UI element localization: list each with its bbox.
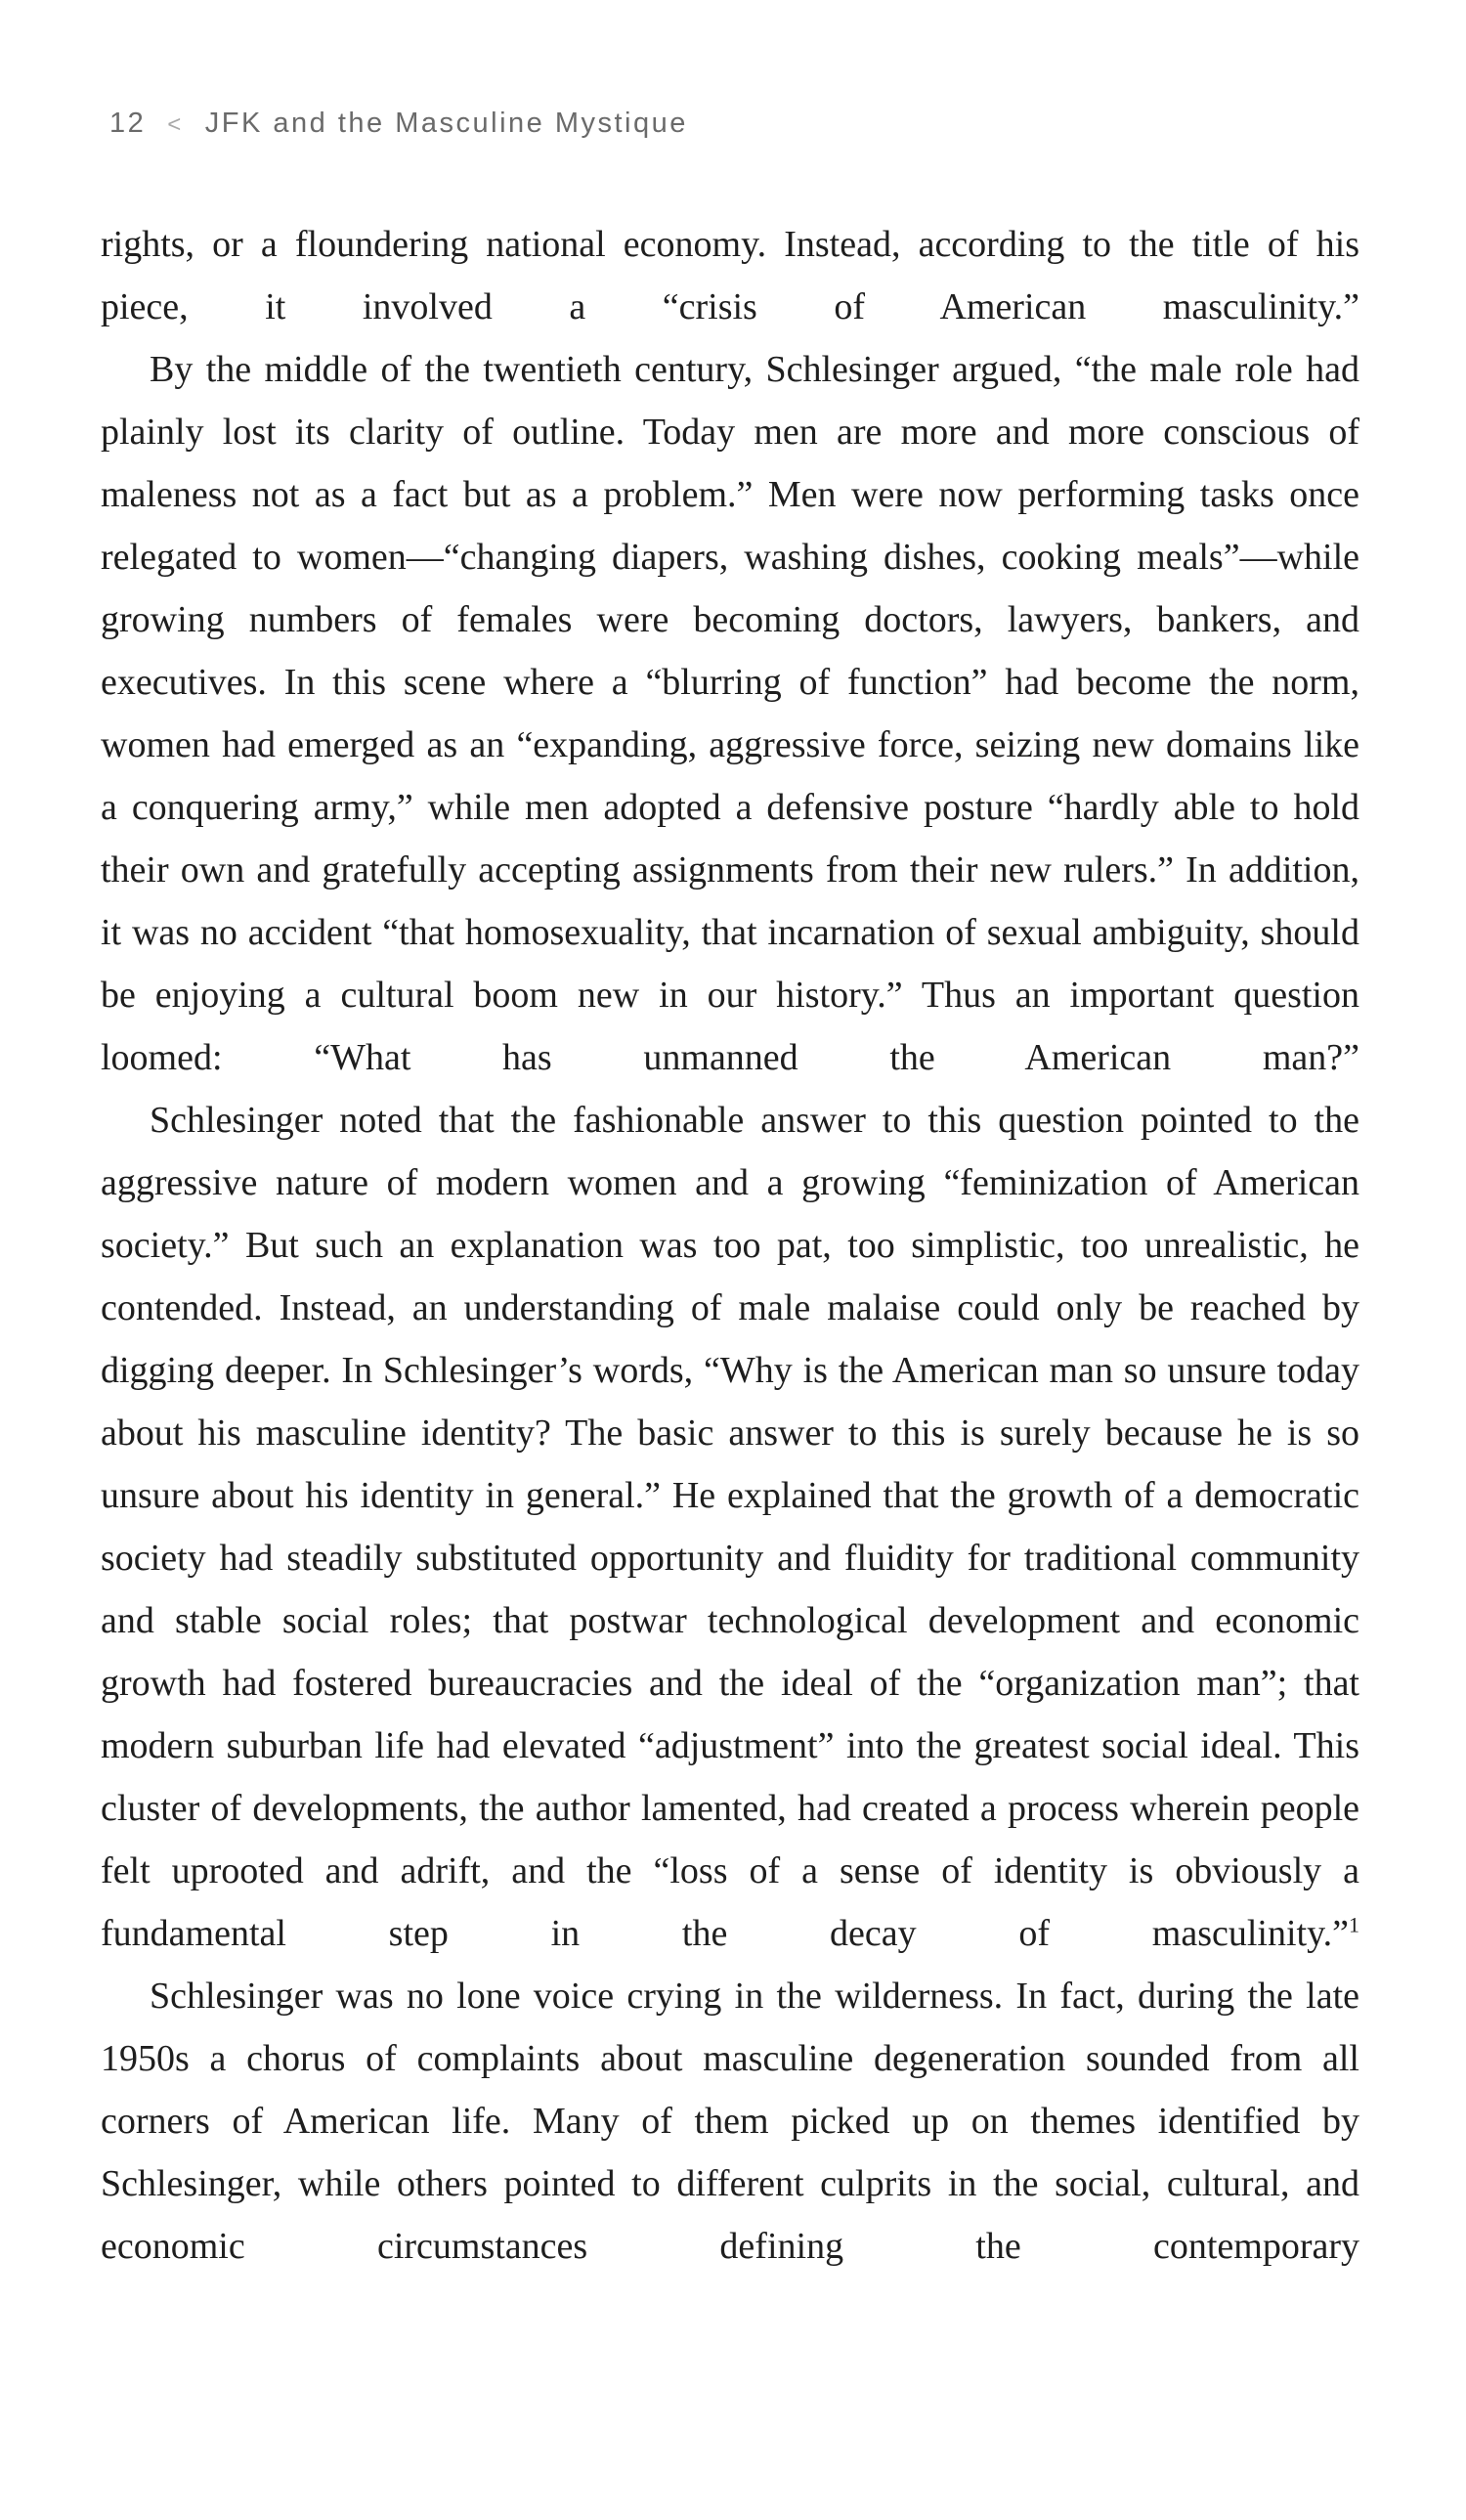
- paragraph-3: [101, 1089, 1359, 1965]
- footnote-marker: 1: [1349, 1912, 1359, 1937]
- paragraph-2: By the middle of the twentieth century, Schlesinger argued, “the male role had plainly lost its clarity of outline. Today men are more and more conscious of maleness not as a fact but as a problem.” Men were now performing tasks once relegated to women—“changing diapers, washing dishes, cooking meals”—while growing numbers of females were becoming doctors, lawyers, bankers, and executives. In this scene where a “blurring of function” had become the norm, women had emerged as an “expanding, aggressive force, seizing new domains like a conquering army,” while men adopted a defensive posture “hardly able to hold their own and gratefully accepting assignments from their new rulers.” In addition, it was no accident “that homosexuality, that incarnation of sexual ambiguity, should be enjoying a cultural boom new in our history.” Thus an important question loomed: “What has unmanned the American man?”: [101, 349, 1359, 1078]
- paragraph-3-text: Schlesinger noted that the fashionable answer to this question pointed to the aggressive nature of modern women and a growing “feminization of American society.” But such an explanation was too pat, too simplistic, too unrealistic, he contended. Instead, an understanding of male malaise could only be reached by digging deeper. In Schlesinger’s words, “Why is the American man so unsure today about his masculine identity? The basic answer to this is surely because he is so unsure about his identity in general.” He explained that the growth of a democratic society had steadily substituted opportunity and fluidity for traditional community and stable social roles; that postwar technological development and economic growth had fostered bureaucracies and the ideal of the “organization man”; that modern suburban life had elevated “adjustment” into the greatest social ideal. This cluster of developments, the author lamented, had created a process wherein people felt uprooted and adrift, and the “loss of a sense of identity is obviously a fundamental step in the decay of masculinity.”: [101, 1100, 1359, 1954]
- running-head: [109, 108, 688, 140]
- paragraph-4: Schlesinger was no lone voice crying in the wilderness. In fact, during the late 1950s a chorus of complaints about masculine degeneration sounded from all corners of American life. Many of them picked up on themes identified by Schlesinger, while others pointed to different culprits in the social, cultural, and economic circumstances defining the contemporary: [101, 1976, 1359, 2267]
- book-title: JFK and the Masculine Mystique: [204, 108, 688, 139]
- body-text: [101, 213, 1359, 2278]
- page-number: 12: [109, 108, 147, 139]
- paragraph-1: rights, or a floundering national economy. Instead, according to the title of his piece, it involved a “crisis of American masculinity.”: [101, 224, 1359, 327]
- separator-glyph: <: [167, 111, 184, 138]
